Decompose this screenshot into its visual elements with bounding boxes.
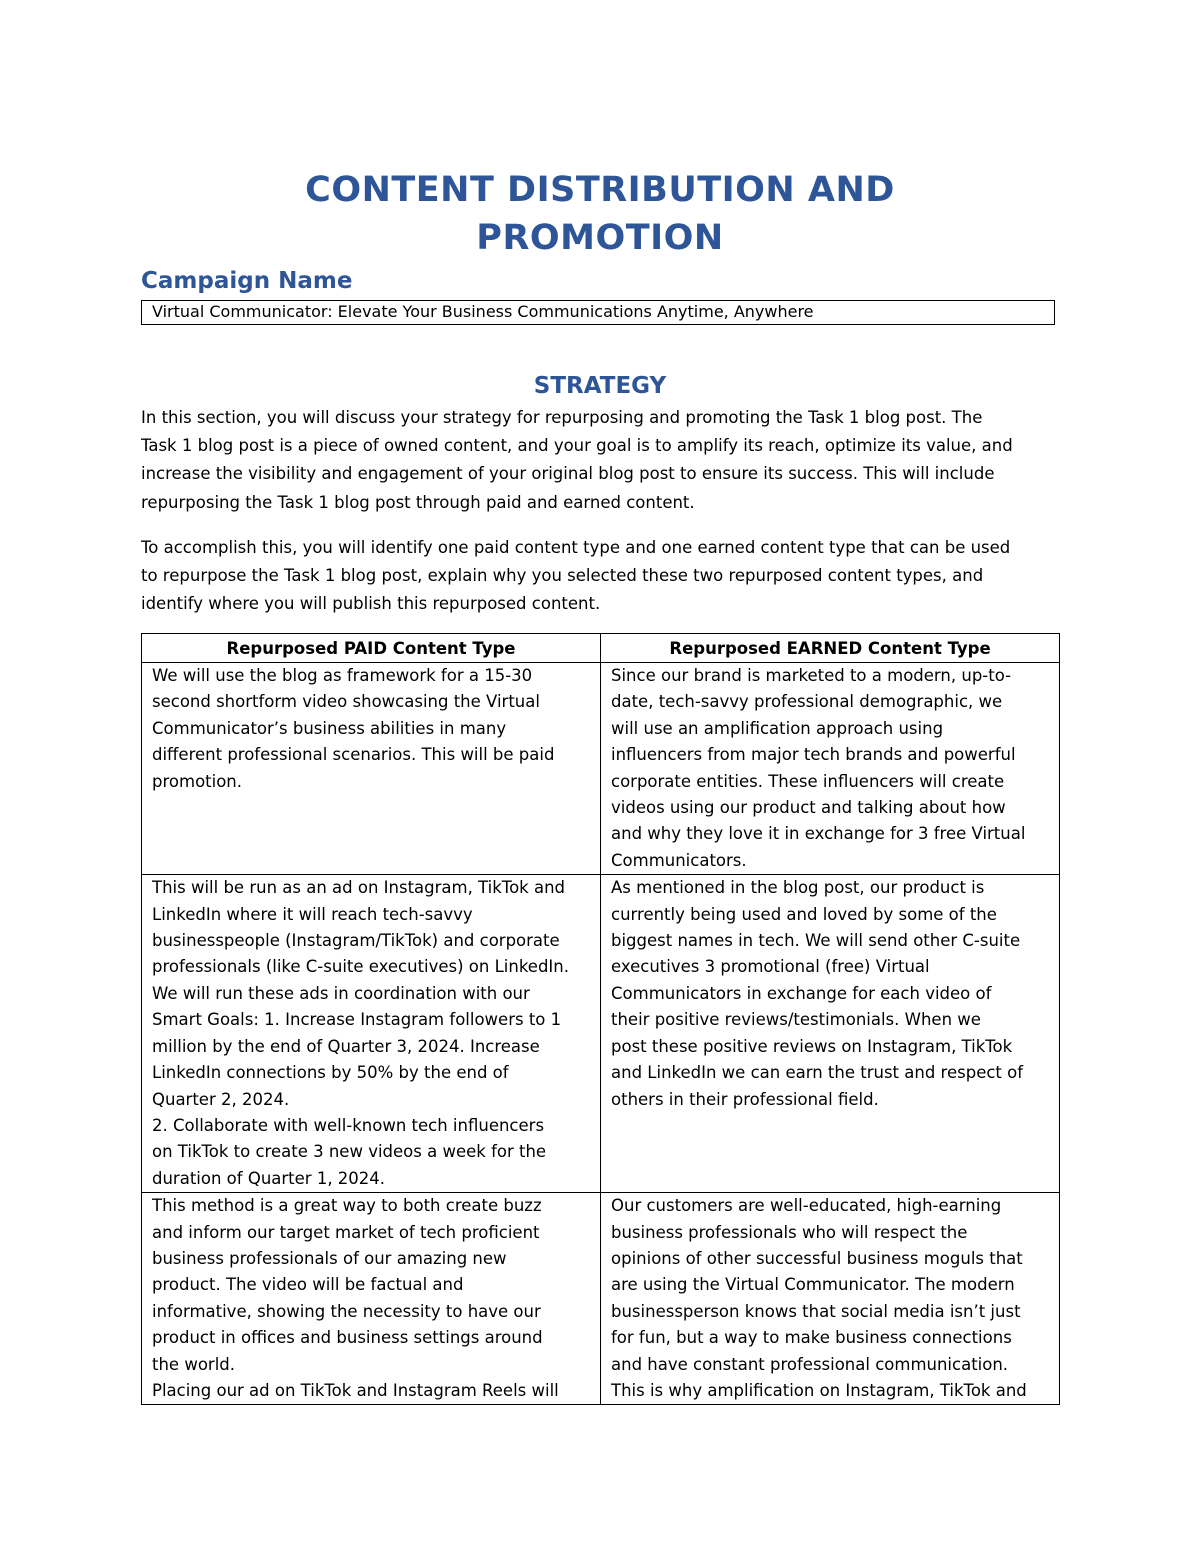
cell-line: Quarter 2, 2024. — [152, 1089, 290, 1109]
cell-line: opinions of other successful business moguls that — [611, 1248, 1023, 1268]
cell-line: informative, showing the necessity to have our — [152, 1301, 541, 1321]
cell-line: Communicator’s business abilities in many — [152, 718, 507, 738]
cell-line: Communicators in exchange for each video of — [611, 983, 992, 1003]
cell-line: Communicators. — [611, 850, 747, 870]
table-row — [142, 663, 1060, 875]
table-row — [142, 875, 1060, 1193]
paragraph-line: To accomplish this, you will identify one paid content type and one earned content type that can be used — [141, 538, 1011, 557]
paragraph-line: identify where you will publish this repurposed content. — [141, 594, 601, 614]
earned-column-header: Repurposed EARNED Content Type — [601, 634, 1060, 663]
title-line-2: PROMOTION — [476, 218, 724, 258]
table-body — [142, 663, 1060, 1405]
cell-line: We will run these ads in coordination with our — [152, 983, 530, 1003]
paid-content-cell — [142, 1193, 601, 1405]
cell-line: corporate entities. These influencers will create — [611, 771, 1005, 791]
cell-line: post these positive reviews on Instagram, TikTok — [611, 1036, 1013, 1056]
paragraph-line: repurposing the Task 1 blog post through paid and earned content. — [141, 492, 695, 512]
cell-line: This will be run as an ad on Instagram, TikTok and — [152, 878, 566, 898]
cell-line: duration of Quarter 1, 2024. — [152, 1168, 386, 1188]
cell-line: This is why amplification on Instagram, TikTok and — [611, 1380, 1027, 1400]
earned-content-cell — [601, 875, 1060, 1193]
cell-line: influencers from major tech brands and powerful — [611, 745, 1016, 765]
paid-content-cell — [142, 875, 601, 1193]
strategy-paragraph-2 — [141, 534, 1071, 619]
cell-line: million by the end of Quarter 3, 2024. Increase — [152, 1036, 540, 1056]
cell-line: product. The video will be factual and — [152, 1275, 464, 1295]
cell-line: are using the Virtual Communicator. The modern — [611, 1275, 1015, 1295]
cell-line: and inform our target market of tech proficient — [152, 1222, 540, 1242]
cell-line: for fun, but a way to make business connections — [611, 1328, 1012, 1348]
cell-line: product in offices and business settings around — [152, 1328, 543, 1348]
cell-line: on TikTok to create 3 new videos a week for the — [152, 1142, 547, 1162]
cell-line: and have constant professional communication. — [611, 1354, 1009, 1374]
cell-line: Placing our ad on TikTok and Instagram Reels will — [152, 1380, 559, 1400]
cell-line: others in their professional field. — [611, 1089, 879, 1109]
cell-line: executives 3 promotional (free) Virtual — [611, 957, 930, 977]
cell-line: LinkedIn connections by 50% by the end of — [152, 1063, 509, 1083]
cell-line: the world. — [152, 1354, 235, 1374]
earned-content-cell — [601, 663, 1060, 875]
strategy-paragraph-1 — [141, 404, 1071, 517]
cell-line: promotion. — [152, 771, 243, 791]
title-line-1: CONTENT DISTRIBUTION AND — [305, 170, 895, 210]
table-header-row — [142, 634, 1060, 663]
cell-line: business professionals of our amazing new — [152, 1248, 507, 1268]
paragraph-line: Task 1 blog post is a piece of owned content, and your goal is to amplify its reach, optimize its value, and — [141, 436, 1013, 456]
cell-line: businessperson knows that social media isn’t just — [611, 1301, 1021, 1321]
cell-line: Since our brand is marketed to a modern, up-to- — [611, 666, 1012, 685]
strategy-heading: STRATEGY — [533, 373, 667, 399]
campaign-name-heading: Campaign Name — [141, 268, 353, 294]
cell-line: biggest names in tech. We will send other C-suite — [611, 931, 1021, 951]
paid-content-cell — [142, 663, 601, 875]
cell-line: second shortform video showcasing the Virtual — [152, 692, 540, 712]
cell-line: Our customers are well-educated, high-earning — [611, 1196, 1002, 1216]
cell-line: will use an amplification approach using — [611, 718, 944, 738]
paragraph-line: In this section, you will discuss your strategy for repurposing and promoting the Task 1 blog post. The — [141, 408, 983, 427]
cell-line: date, tech-savvy professional demographic, we — [611, 692, 1003, 712]
cell-line: As mentioned in the blog post, our product is — [611, 878, 985, 898]
paragraph-line: increase the visibility and engagement of your original blog post to ensure its success. This will include — [141, 464, 995, 484]
cell-line: Smart Goals: 1. Increase Instagram followers to 1 — [152, 1010, 562, 1030]
cell-line: business professionals who will respect the — [611, 1222, 968, 1242]
paid-column-header: Repurposed PAID Content Type — [142, 634, 601, 663]
cell-line: their positive reviews/testimonials. When we — [611, 1010, 981, 1030]
cell-line: different professional scenarios. This will be paid — [152, 745, 555, 765]
cell-line: professionals (like C-suite executives) on LinkedIn. — [152, 957, 570, 977]
cell-line: currently being used and loved by some of the — [611, 904, 997, 924]
cell-line: and LinkedIn we can earn the trust and respect of — [611, 1063, 1024, 1083]
cell-line: 2. Collaborate with well-known tech influencers — [152, 1115, 545, 1135]
cell-line: businesspeople (Instagram/TikTok) and corporate — [152, 931, 560, 951]
cell-line: We will use the blog as framework for a 15-30 — [152, 666, 533, 685]
document-title — [0, 166, 1200, 262]
earned-content-cell — [601, 1193, 1060, 1405]
cell-line: videos using our product and talking about how — [611, 798, 1006, 818]
content-type-table — [141, 633, 1060, 1405]
cell-line: This method is a great way to both create buzz — [152, 1196, 542, 1216]
paragraph-line: to repurpose the Task 1 blog post, explain why you selected these two repurposed content types, and — [141, 566, 984, 586]
table-row — [142, 1193, 1060, 1405]
campaign-name-box: Virtual Communicator: Elevate Your Business Communications Anytime, Anywhere — [141, 300, 1055, 325]
cell-line: LinkedIn where it will reach tech-savvy — [152, 904, 473, 924]
cell-line: and why they love it in exchange for 3 free Virtual — [611, 824, 1026, 844]
